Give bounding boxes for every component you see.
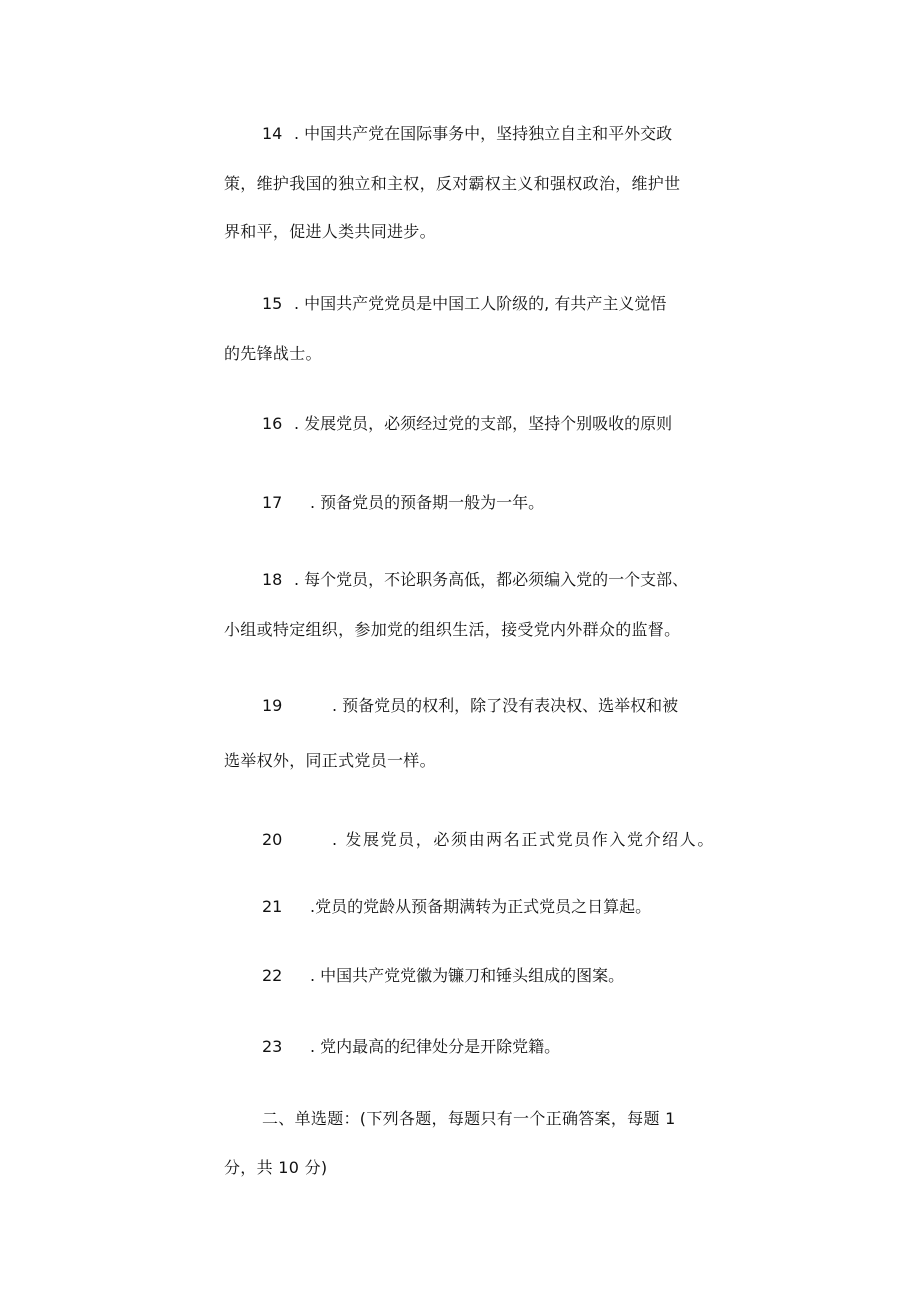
item-number: 21: [262, 897, 283, 916]
item-number: 16: [262, 414, 283, 433]
item-continuation: 小组或特定组织，参加党的组织生活，接受党内外群众的监督。: [224, 620, 681, 639]
item-number: 15: [262, 294, 283, 313]
item-text: . 党内最高的纪律处分是开除党籍。: [310, 1037, 561, 1056]
item-continuation: 策，维护我国的独立和主权，反对霸权主义和强权政治，维护世: [224, 174, 681, 193]
item-text: . 发展党员，必须经过党的支部，坚持个别吸收的原则: [294, 414, 673, 433]
item-continuation: 的先锋战士。: [224, 344, 322, 363]
item-number: 20: [262, 830, 283, 849]
item-number: 22: [262, 966, 283, 985]
item-text: . 每个党员，不论职务高低，都必须编入党的一个支部、: [294, 570, 689, 589]
section-heading: 二、单选题：(下列各题，每题只有一个正确答案，每题 1: [262, 1109, 676, 1128]
item-number: 14: [262, 124, 283, 143]
item-continuation: 界和平，促进人类共同进步。: [224, 222, 436, 241]
section-heading-continuation: 分，共 10 分): [224, 1158, 328, 1177]
item-number: 17: [262, 493, 283, 512]
item-text: . 预备党员的权利，除了没有表决权、选举权和被: [332, 696, 679, 715]
item-text: . 中国共产党在国际事务中，坚持独立自主和平外交政: [294, 124, 673, 143]
item-text: . 发展党员，必须由两名正式党员作入党介绍人。: [332, 830, 715, 849]
item-text: . 预备党员的预备期一般为一年。: [310, 493, 545, 512]
item-text: .党员的党龄从预备期满转为正式党员之日算起。: [310, 897, 652, 916]
item-number: 23: [262, 1037, 283, 1056]
item-number: 19: [262, 696, 283, 715]
item-text: . 中国共产党党徽为镰刀和锤头组成的图案。: [310, 966, 625, 985]
item-number: 18: [262, 570, 283, 589]
item-text: . 中国共产党党员是中国工人阶级的, 有共产主义觉悟: [294, 294, 667, 313]
item-continuation: 选举权外，同正式党员一样。: [224, 751, 436, 770]
